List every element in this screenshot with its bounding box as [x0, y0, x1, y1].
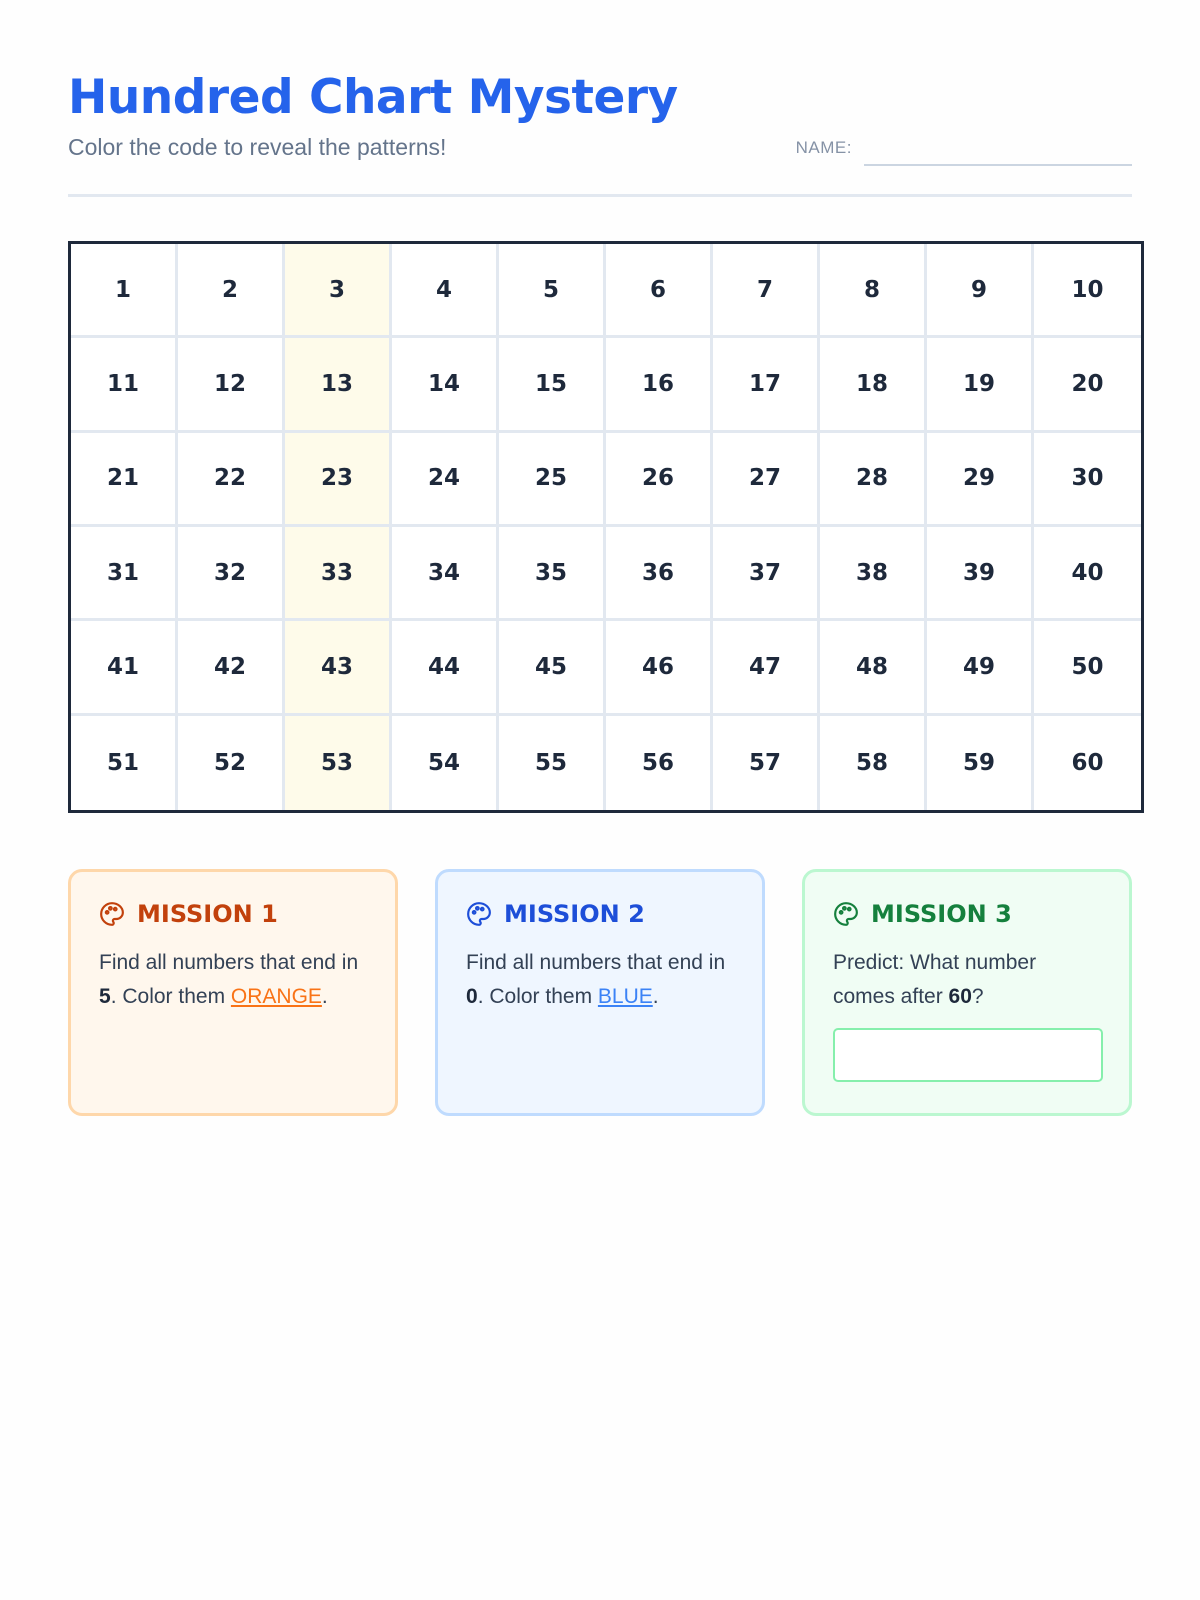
mission-title: MISSION 2 — [504, 900, 645, 928]
grid-cell[interactable]: 20 — [1034, 338, 1141, 432]
grid-cell[interactable]: 21 — [71, 433, 178, 527]
mission-title: MISSION 1 — [137, 900, 278, 928]
mission-bold-digit: 0 — [466, 985, 478, 1008]
page-title: Hundred Chart Mystery — [68, 70, 678, 125]
grid-cell[interactable]: 55 — [499, 716, 606, 810]
mission-card-1 — [68, 869, 398, 1116]
grid-cell[interactable]: 29 — [927, 433, 1034, 527]
number-grid — [71, 244, 1141, 810]
mission-title: MISSION 3 — [871, 900, 1012, 928]
hundred-chart — [68, 241, 1144, 813]
grid-cell[interactable]: 36 — [606, 527, 713, 621]
grid-cell[interactable]: 7 — [713, 244, 820, 338]
grid-cell[interactable]: 46 — [606, 621, 713, 715]
mission-header — [833, 900, 1101, 928]
grid-cell[interactable]: 24 — [392, 433, 499, 527]
grid-cell[interactable]: 51 — [71, 716, 178, 810]
grid-cell[interactable]: 10 — [1034, 244, 1141, 338]
grid-cell[interactable]: 4 — [392, 244, 499, 338]
grid-cell[interactable]: 22 — [178, 433, 285, 527]
palette-icon — [466, 901, 492, 927]
mission-text-part: Predict: What number comes after — [833, 951, 1037, 1008]
mission-bold-digit: 5 — [99, 985, 111, 1008]
grid-cell-highlighted[interactable]: 23 — [285, 433, 392, 527]
grid-cell[interactable]: 12 — [178, 338, 285, 432]
grid-cell-highlighted[interactable]: 3 — [285, 244, 392, 338]
grid-cell[interactable]: 34 — [392, 527, 499, 621]
grid-cell[interactable]: 40 — [1034, 527, 1141, 621]
name-label: NAME: — [795, 138, 852, 157]
mission-text — [99, 946, 367, 1014]
grid-cell[interactable]: 54 — [392, 716, 499, 810]
grid-cell-highlighted[interactable]: 33 — [285, 527, 392, 621]
grid-cell[interactable]: 6 — [606, 244, 713, 338]
mission-bold-number: 60 — [948, 985, 972, 1008]
grid-cell[interactable]: 49 — [927, 621, 1034, 715]
header — [68, 0, 1132, 198]
grid-cell[interactable]: 18 — [820, 338, 927, 432]
mission-text-part: . — [652, 985, 659, 1008]
mission-card-2 — [435, 869, 765, 1116]
header-divider — [68, 194, 1132, 197]
grid-cell[interactable]: 2 — [178, 244, 285, 338]
palette-icon — [833, 901, 859, 927]
color-word-orange: ORANGE — [230, 985, 322, 1008]
grid-cell[interactable]: 38 — [820, 527, 927, 621]
grid-cell[interactable]: 5 — [499, 244, 606, 338]
grid-cell[interactable]: 48 — [820, 621, 927, 715]
grid-cell[interactable]: 52 — [178, 716, 285, 810]
grid-cell[interactable]: 42 — [178, 621, 285, 715]
grid-cell[interactable]: 60 — [1071, 749, 1104, 776]
grid-cell[interactable]: 15 — [499, 338, 606, 432]
grid-cell[interactable]: 47 — [713, 621, 820, 715]
mission-text-part: Find all numbers that end in — [99, 951, 359, 974]
grid-cell[interactable]: 25 — [499, 433, 606, 527]
grid-cell[interactable]: 57 — [713, 716, 820, 810]
answer-input[interactable] — [833, 1028, 1103, 1082]
color-word-blue: BLUE — [597, 985, 653, 1008]
mission-text — [466, 946, 734, 1014]
grid-cell[interactable]: 58 — [820, 716, 927, 810]
mission-header — [466, 900, 734, 928]
mission-text-part: . Color them — [110, 985, 231, 1008]
grid-cell[interactable]: 31 — [71, 527, 178, 621]
grid-cell[interactable]: 1 — [71, 244, 178, 338]
grid-cell[interactable]: 30 — [1034, 433, 1141, 527]
grid-cell[interactable]: 50 — [1034, 621, 1141, 715]
mission-header — [99, 900, 367, 928]
grid-cell[interactable]: 16 — [606, 338, 713, 432]
grid-cell-highlighted[interactable]: 53 — [285, 716, 392, 810]
grid-cell-highlighted[interactable]: 43 — [285, 621, 392, 715]
page-subtitle: Color the code to reveal the patterns! — [68, 134, 447, 160]
grid-cell-highlighted[interactable]: 13 — [285, 338, 392, 432]
grid-cell[interactable]: 59 — [927, 716, 1034, 810]
grid-cell[interactable]: 35 — [499, 527, 606, 621]
grid-cell[interactable]: 45 — [499, 621, 606, 715]
mission-text-part: . Color them — [477, 985, 598, 1008]
grid-cell[interactable]: 44 — [392, 621, 499, 715]
name-field-row — [796, 132, 1132, 166]
grid-cell[interactable]: 41 — [71, 621, 178, 715]
mission-text-part: ? — [971, 985, 984, 1008]
palette-icon — [99, 901, 125, 927]
grid-cell[interactable]: 37 — [713, 527, 820, 621]
grid-cell[interactable]: 27 — [713, 433, 820, 527]
grid-cell[interactable]: 9 — [927, 244, 1034, 338]
missions-row — [68, 869, 1132, 1116]
grid-cell[interactable]: 26 — [606, 433, 713, 527]
grid-cell[interactable]: 17 — [713, 338, 820, 432]
mission-text — [833, 946, 1101, 1014]
grid-cell[interactable]: 32 — [178, 527, 285, 621]
grid-cell[interactable]: 56 — [606, 716, 713, 810]
grid-cell[interactable]: 19 — [927, 338, 1034, 432]
grid-cell[interactable]: 28 — [820, 433, 927, 527]
grid-cell[interactable]: 39 — [927, 527, 1034, 621]
grid-cell[interactable]: 14 — [392, 338, 499, 432]
grid-cell[interactable]: 8 — [820, 244, 927, 338]
name-input-line[interactable] — [864, 132, 1132, 166]
mission-card-3 — [802, 869, 1132, 1116]
mission-text-part: . — [321, 985, 328, 1008]
mission-text-part: Find all numbers that end in — [466, 951, 726, 974]
grid-cell[interactable]: 11 — [71, 338, 178, 432]
